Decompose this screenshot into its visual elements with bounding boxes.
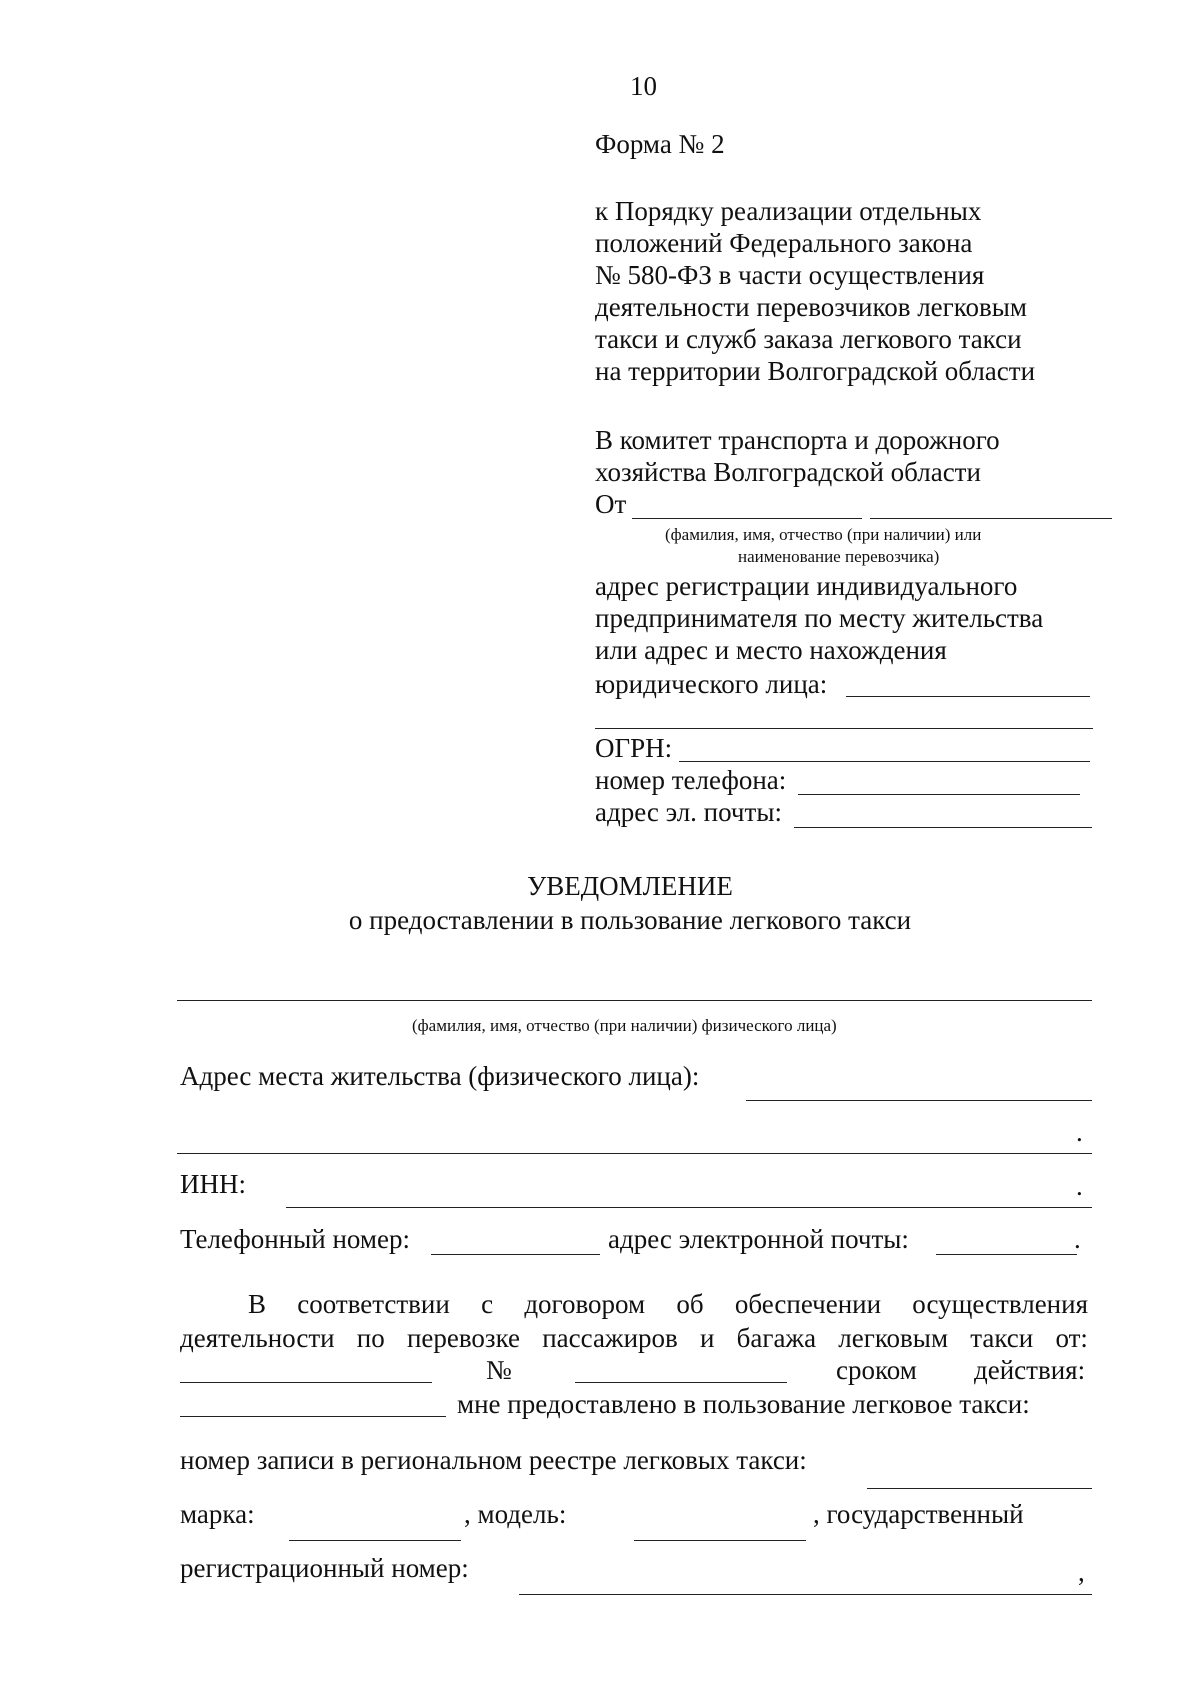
provided-text: мне предоставлено в пользование легковое такси: xyxy=(457,1389,1030,1419)
tel-field[interactable] xyxy=(431,1254,600,1255)
word: В xyxy=(248,1289,267,1319)
word: багажа xyxy=(736,1323,817,1353)
person-name-field[interactable] xyxy=(177,1000,1092,1001)
legal-entity-label: юридического лица: xyxy=(595,669,828,699)
annex-line: положений Федерального закона xyxy=(595,228,973,258)
from-hint-line: (фамилия, имя, отчество (при наличии) или xyxy=(665,525,982,544)
word: об xyxy=(676,1289,704,1319)
inn-label: ИНН: xyxy=(180,1169,246,1199)
word: соответствии xyxy=(297,1289,450,1319)
word: и xyxy=(700,1323,715,1353)
regnum-comma: , xyxy=(1078,1557,1085,1587)
annex-line: № 580-ФЗ в части осуществления xyxy=(595,260,985,290)
model-field[interactable] xyxy=(634,1540,806,1541)
term-field[interactable] xyxy=(180,1416,446,1417)
annex-block xyxy=(595,195,1035,387)
inn-field[interactable] xyxy=(286,1207,1092,1208)
inn-dot: . xyxy=(1076,1171,1083,1201)
residence-dot: . xyxy=(1076,1117,1083,1147)
addressee-line: хозяйства Волгоградской области xyxy=(595,457,981,487)
doc-subtitle: о предоставлении в пользование легкового такси xyxy=(348,905,912,935)
regnum-label: регистрационный номер: xyxy=(180,1553,469,1583)
annex-line: к Порядку реализации отдельных xyxy=(595,196,982,226)
phone-label: номер телефона: xyxy=(595,765,787,795)
brand-label: марка: xyxy=(180,1499,255,1529)
from-field-2[interactable] xyxy=(870,518,1112,519)
email-label: адрес эл. почты: xyxy=(595,797,782,827)
registry-label: номер записи в региональном реестре легковых такси: xyxy=(180,1445,807,1475)
number-sign: № xyxy=(486,1355,512,1385)
word: от: xyxy=(1055,1323,1088,1353)
word: договором xyxy=(524,1289,646,1319)
annex-line: такси и служб заказа легкового такси xyxy=(595,324,1022,354)
contract-date-field[interactable] xyxy=(180,1382,432,1383)
state-label: , государственный xyxy=(813,1499,1024,1529)
model-label: , модель: xyxy=(464,1499,567,1529)
regnum-field[interactable] xyxy=(519,1594,1092,1595)
annex-line: на территории Волгоградской области xyxy=(595,356,1036,386)
addressee-line: В комитет транспорта и дорожного xyxy=(595,425,1000,455)
action-word: действия: xyxy=(974,1355,1086,1385)
from-label: От xyxy=(595,489,627,519)
email-dot: . xyxy=(1074,1224,1081,1254)
residence-field-2[interactable] xyxy=(177,1153,1092,1154)
paragraph-line-1 xyxy=(248,1288,1088,1320)
word: легковым xyxy=(838,1323,949,1353)
word: такси xyxy=(970,1323,1034,1353)
form-title: Форма № 2 xyxy=(595,129,725,159)
phone-field[interactable] xyxy=(798,794,1080,795)
ogrn-label: ОГРН: xyxy=(595,733,673,763)
paragraph-line-2 xyxy=(180,1322,1088,1354)
contract-number-field[interactable] xyxy=(575,1382,787,1383)
email-field[interactable] xyxy=(794,827,1092,828)
addressee-block xyxy=(595,424,1000,488)
email-label-2: адрес электронной почты: xyxy=(608,1224,909,1254)
address-line: или адрес и место нахождения xyxy=(595,635,947,665)
page-number: 10 xyxy=(630,71,657,101)
word: деятельности xyxy=(180,1323,335,1353)
residence-label: Адрес места жительства (физического лица): xyxy=(180,1061,700,1091)
address-line: адрес регистрации индивидуального xyxy=(595,571,1018,601)
address-line: предпринимателя по месту жительства xyxy=(595,603,1044,633)
registry-field[interactable] xyxy=(867,1488,1092,1489)
annex-line: деятельности перевозчиков легковым xyxy=(595,292,1027,322)
word: перевозке xyxy=(406,1323,521,1353)
term-word: сроком xyxy=(836,1355,917,1385)
email-field-2[interactable] xyxy=(936,1254,1077,1255)
word: пассажиров xyxy=(542,1323,678,1353)
address-block xyxy=(595,570,1043,666)
from-hint-line: наименование перевозчика) xyxy=(738,547,940,566)
doc-title: УВЕДОМЛЕНИЕ xyxy=(527,871,733,901)
legal-entity-field[interactable] xyxy=(846,696,1090,697)
person-hint: (фамилия, имя, отчество (при наличии) физического лица) xyxy=(412,1016,837,1035)
residence-field[interactable] xyxy=(746,1100,1092,1101)
ogrn-field[interactable] xyxy=(679,761,1090,762)
tel-label: Телефонный номер: xyxy=(180,1224,410,1254)
from-field-1[interactable] xyxy=(632,518,862,519)
legal-entity-field-2[interactable] xyxy=(595,728,1093,729)
word: обеспечении xyxy=(734,1289,882,1319)
word: по xyxy=(356,1323,385,1353)
word: с xyxy=(481,1289,494,1319)
word: осуществления xyxy=(912,1289,1088,1319)
brand-field[interactable] xyxy=(289,1540,461,1541)
